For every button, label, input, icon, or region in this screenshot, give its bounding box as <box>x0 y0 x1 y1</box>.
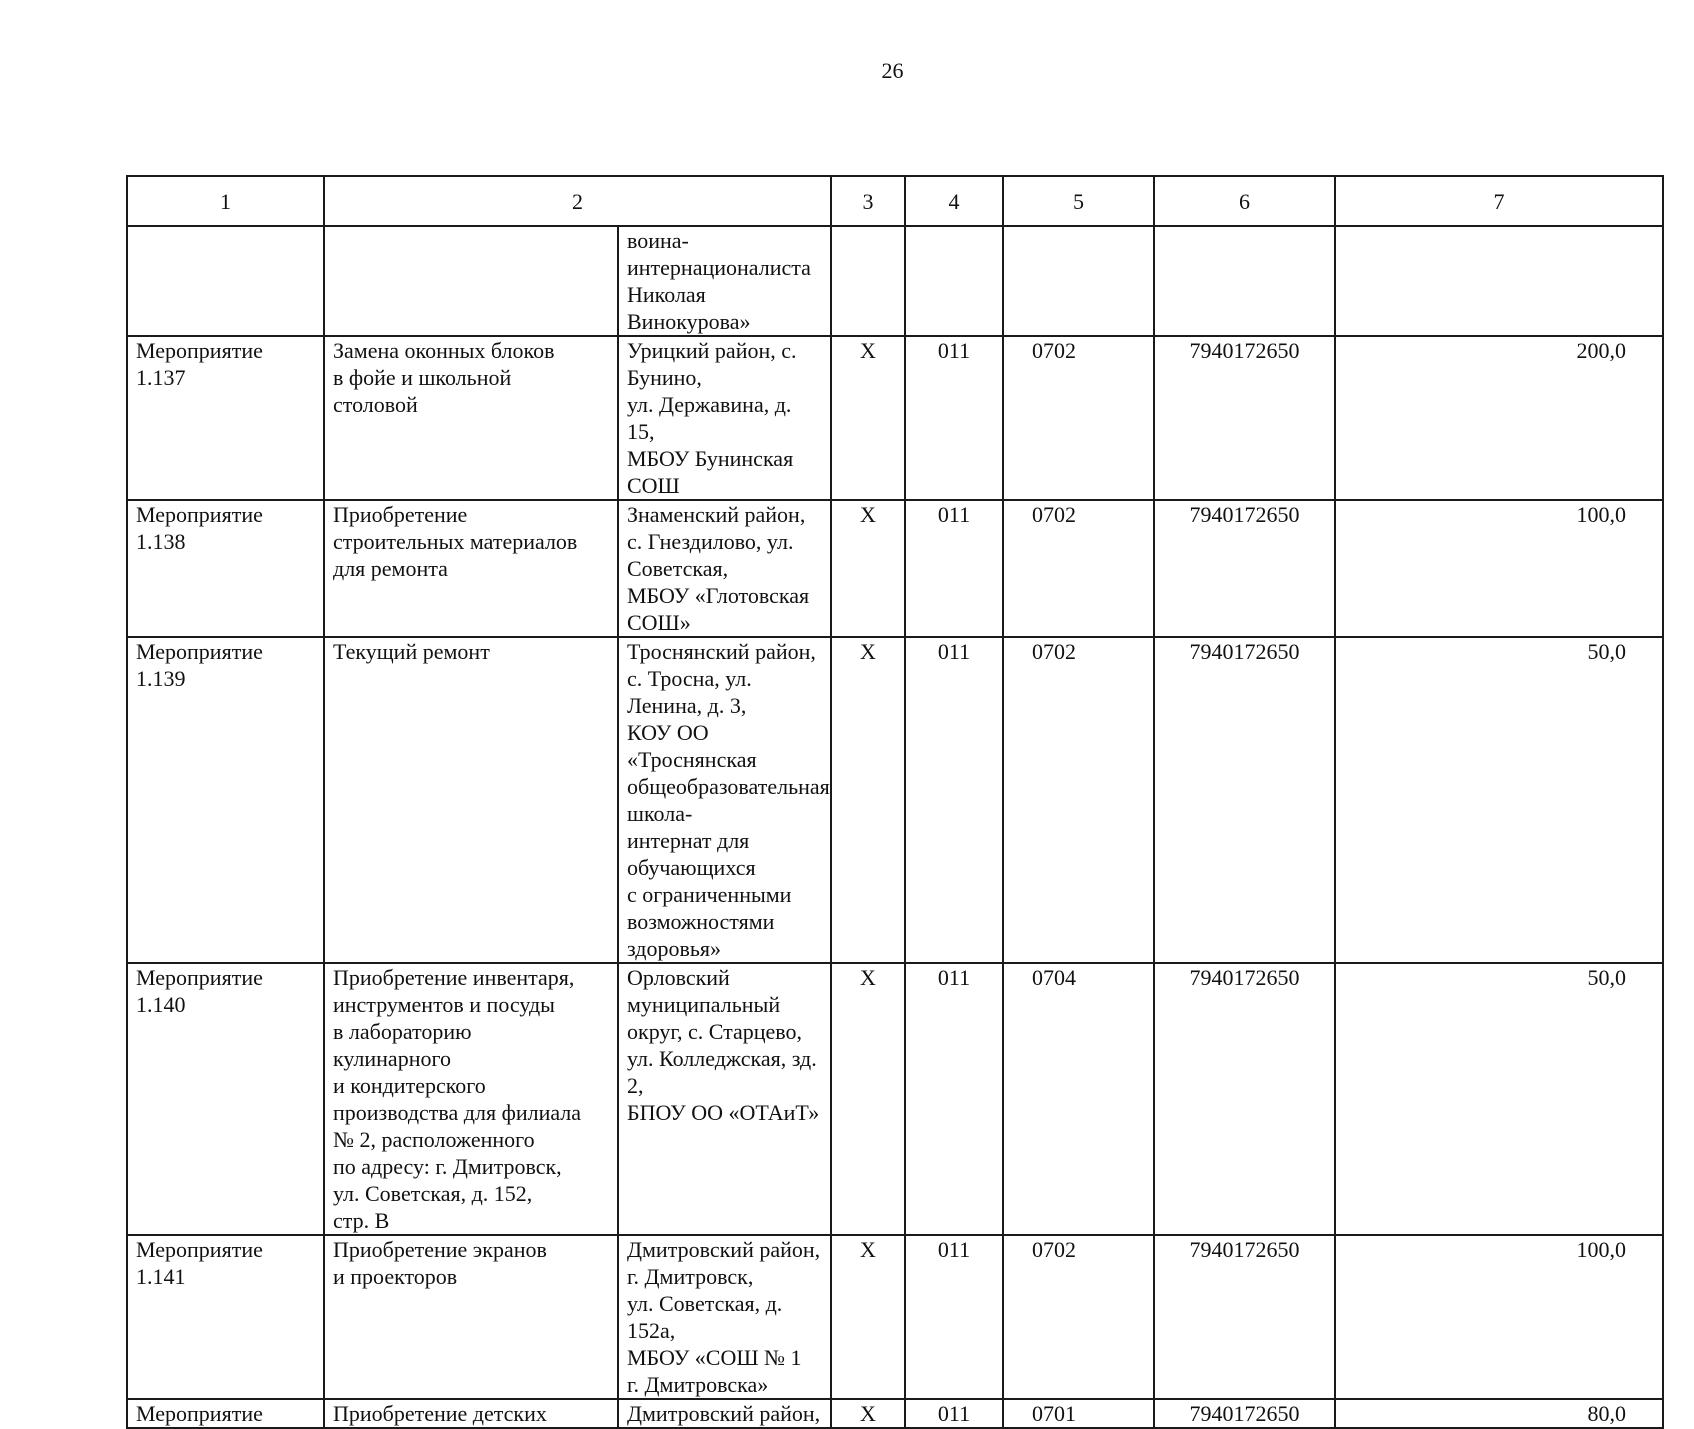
cell-col4: 011 <box>905 1399 1003 1428</box>
header-row <box>127 176 1663 226</box>
cell-description: Приобретение детских <box>324 1399 618 1428</box>
cell-col6: 7940172650 <box>1154 500 1335 637</box>
table-row <box>127 1399 1663 1428</box>
cell-address: Дмитровский район, г. Дмитровск, ул. Советская, д. 152а, МБОУ «СОШ № 1 г. Дмитровска» <box>618 1235 831 1399</box>
header-col-6: 6 <box>1154 176 1335 226</box>
cell-col6: 7940172650 <box>1154 963 1335 1235</box>
cell-empty <box>324 226 618 336</box>
cell-col6: 7940172650 <box>1154 1235 1335 1399</box>
cell-col5: 0702 <box>1003 637 1154 963</box>
header-col-4: 4 <box>905 176 1003 226</box>
cell-col3: Х <box>831 500 905 637</box>
table-row <box>127 637 1663 963</box>
table-row <box>127 963 1663 1235</box>
header-col-7: 7 <box>1335 176 1663 226</box>
cell-measure: Мероприятие 1.137 <box>127 336 324 500</box>
cell-col3: Х <box>831 336 905 500</box>
cell-col3: Х <box>831 1235 905 1399</box>
cell-address: Знаменский район, с. Гнездилово, ул. Советская, МБОУ «Глотовская СОШ» <box>618 500 831 637</box>
cell-description: Текущий ремонт <box>324 637 618 963</box>
cell-col5: 0704 <box>1003 963 1154 1235</box>
cell-col4: 011 <box>905 637 1003 963</box>
cell-amount: 100,0 <box>1335 1235 1663 1399</box>
cell-address: воина-интернационалиста Николая Винокурова» <box>618 226 831 336</box>
cell-col4: 011 <box>905 1235 1003 1399</box>
table-row <box>127 500 1663 637</box>
cell-col6: 7940172650 <box>1154 1399 1335 1428</box>
cell-col3: Х <box>831 963 905 1235</box>
cell-col4: 011 <box>905 336 1003 500</box>
cell-measure: Мероприятие 1.140 <box>127 963 324 1235</box>
header-col-2: 2 <box>324 176 831 226</box>
cell-amount: 100,0 <box>1335 500 1663 637</box>
header-col-5: 5 <box>1003 176 1154 226</box>
budget-measures-table <box>126 175 1664 1429</box>
cell-description: Приобретение строительных материалов для ремонта <box>324 500 618 637</box>
cell-address: Дмитровский район, <box>618 1399 831 1428</box>
cell-col6: 7940172650 <box>1154 336 1335 500</box>
header-col-3: 3 <box>831 176 905 226</box>
cell-description: Приобретение экранов и проекторов <box>324 1235 618 1399</box>
cell-empty <box>127 226 324 336</box>
cell-measure: Мероприятие <box>127 1399 324 1428</box>
cell-col6: 7940172650 <box>1154 637 1335 963</box>
cell-address: Урицкий район, с. Бунино, ул. Державина, д. 15, МБОУ Бунинская СОШ <box>618 336 831 500</box>
table-row <box>127 1235 1663 1399</box>
cell-amount: 80,0 <box>1335 1399 1663 1428</box>
cell-col5: 0702 <box>1003 1235 1154 1399</box>
cell-empty <box>905 226 1003 336</box>
cell-col4: 011 <box>905 963 1003 1235</box>
cell-empty <box>1154 226 1335 336</box>
cell-empty <box>1003 226 1154 336</box>
cell-col5: 0702 <box>1003 500 1154 637</box>
cell-amount: 50,0 <box>1335 637 1663 963</box>
cell-measure: Мероприятие 1.141 <box>127 1235 324 1399</box>
header-col-1: 1 <box>127 176 324 226</box>
page-number: 26 <box>881 58 904 83</box>
cell-measure: Мероприятие 1.139 <box>127 637 324 963</box>
cell-empty <box>831 226 905 336</box>
cell-description: Приобретение инвентаря, инструментов и посуды в лабораторию кулинарного и кондитерского производства для филиала № 2, расположенного по адресу: г. Дмитровск, ул. Советская, д. 152, стр. В <box>324 963 618 1235</box>
cell-empty <box>1335 226 1663 336</box>
cell-amount: 50,0 <box>1335 963 1663 1235</box>
cell-col3: Х <box>831 637 905 963</box>
cell-col5: 0701 <box>1003 1399 1154 1428</box>
cell-measure: Мероприятие 1.138 <box>127 500 324 637</box>
cell-address: Орловский муниципальный округ, с. Старцево, ул. Колледжская, зд. 2, БПОУ ОО «ОТАиТ» <box>618 963 831 1235</box>
cell-col3: Х <box>831 1399 905 1428</box>
cell-description: Замена оконных блоков в фойе и школьной столовой <box>324 336 618 500</box>
cell-amount: 200,0 <box>1335 336 1663 500</box>
cell-col4: 011 <box>905 500 1003 637</box>
cell-address: Троснянский район, с. Тросна, ул. Ленина, д. 3, КОУ ОО «Троснянская общеобразовательная школа- интернат для обучающихся с ограниченными возможностями здоровья» <box>618 637 831 963</box>
cell-col5: 0702 <box>1003 336 1154 500</box>
table-row <box>127 336 1663 500</box>
table-row-continuation <box>127 226 1663 336</box>
